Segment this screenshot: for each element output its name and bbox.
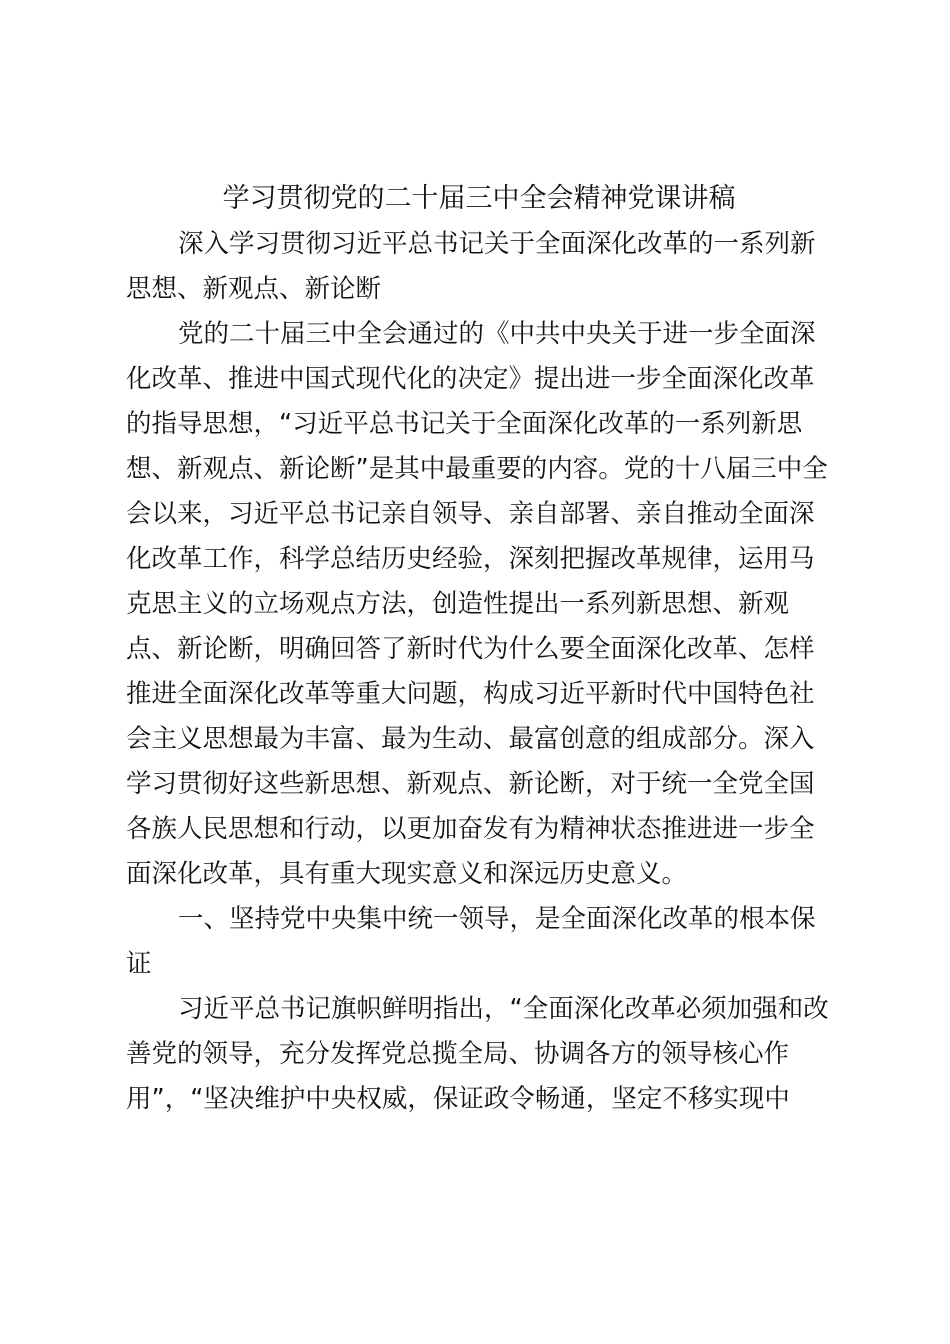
text-line: 想、新观点、新论断”是其中最重要的内容。党的十八届三中全 [126, 454, 828, 484]
text-line: 会以来，习近平总书记亲自领导、亲自部署、亲自推动全面深 [126, 499, 815, 529]
text-line: 化改革工作，科学总结历史经验，深刻把握改革规律，运用马 [126, 544, 815, 574]
document-page [126, 176, 832, 1122]
text-line: 思想、新观点、新论断 [126, 274, 382, 304]
text-line: 一、坚持党中央集中统一领导，是全面深化改革的根本保 [178, 904, 816, 934]
text-line: 用”，“坚决维护中央权威，保证政令畅通，坚定不移实现中 [126, 1084, 790, 1114]
text-line: 克思主义的立场观点方法，创造性提出一系列新思想、新观 [126, 589, 790, 619]
text-line: 党的二十届三中全会通过的《中共中央关于进一步全面深 [178, 319, 816, 349]
document-title: 学习贯彻党的二十届三中全会精神党课讲稿 [222, 183, 736, 214]
text-line: 会主义思想最为丰富、最为生动、最富创意的组成部分。深入 [126, 724, 815, 754]
text-line: 善党的领导，充分发挥党总揽全局、协调各方的领导核心作 [126, 1039, 790, 1069]
text-line: 化改革、推进中国式现代化的决定》提出进一步全面深化改革 [126, 364, 815, 394]
text-line: 学习贯彻好这些新思想、新观点、新论断，对于统一全党全国 [126, 769, 815, 799]
subtitle-paragraph [126, 222, 832, 312]
text-line: 深入学习贯彻习近平总书记关于全面深化改革的一系列新 [178, 229, 816, 259]
body-paragraph [126, 987, 832, 1122]
text-line: 各族人民思想和行动，以更加奋发有为精神状态推进进一步全 [126, 814, 815, 844]
intro-paragraph [126, 312, 832, 897]
text-line: 的指导思想，“习近平总书记关于全面深化改革的一系列新思 [126, 409, 803, 439]
text-line: 证 [126, 949, 152, 979]
text-line: 点、新论断，明确回答了新时代为什么要全面深化改革、怎样 [126, 634, 815, 664]
text-line: 习近平总书记旗帜鲜明指出，“全面深化改革必须加强和改 [178, 994, 829, 1024]
text-line: 推进全面深化改革等重大问题，构成习近平新时代中国特色社 [126, 679, 815, 709]
text-line: 面深化改革，具有重大现实意义和深远历史意义。 [126, 859, 688, 889]
section-heading [126, 897, 832, 987]
